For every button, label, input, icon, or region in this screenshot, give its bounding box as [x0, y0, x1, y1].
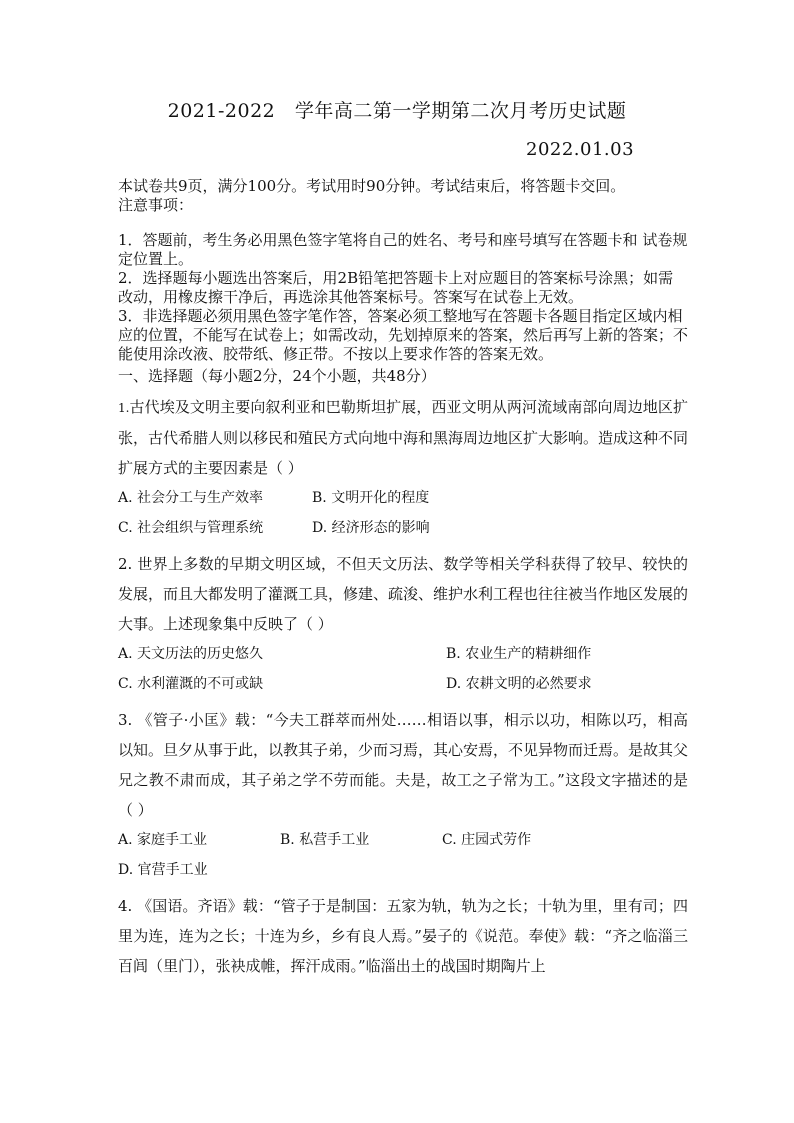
question-number: 3.	[118, 711, 133, 729]
question-2-options	[118, 639, 688, 699]
option-a: A. 社会分工与生产效率	[118, 490, 264, 506]
question-stem: 《管子·小匡》载：“今夫工群萃而州处……相语以事，相示以功，相陈以巧，相高以知。旦夕从事于此，以教其子弟，少而习焉，其心安焉，不见异物而迁焉。是故其父兄之教不肃而成，其子弟之学不劳而能。夫是，故工之子常为工。”这段文字描述的是（ ）	[118, 711, 689, 819]
question-2	[118, 549, 688, 639]
notice-item: 2．选择题每小题选出答案后，用2B铅笔把答题卡上对应题目的答案标号涂黑；如需改动，用橡皮擦干净后，再选涂其他答案标号。答案写在试卷上无效。	[118, 269, 674, 306]
notice-label: 注意事项：	[118, 196, 194, 214]
notice-item: 1．答题前，考生务必用黑色签字笔将自己的姓名、考号和座号填写在答题卡和 试卷规定位置上。	[118, 231, 688, 268]
exam-intro: 本试卷共9页，满分100分。考试用时90分钟。考试结束后，将答题卡交回。	[118, 177, 626, 195]
option-d: D. 官营手工业	[118, 862, 208, 878]
option-a: A. 天文历法的历史悠久	[118, 646, 264, 662]
question-number: 4.	[118, 897, 133, 915]
option-c: C. 庄园式劳作	[442, 832, 532, 848]
question-number: 1.	[118, 401, 130, 415]
option-b: B. 私营手工业	[280, 832, 370, 848]
question-stem: 《国语。齐语》载：“管子于是制国：五家为轨，轨为之长；十轨为里，里有司；四里为连，连为之长；十连为乡，乡有良人焉。”晏子的《说范。奉使》载：“齐之临淄三百闾（里门），张袂成帷，挥汗成雨。”临淄出土的战国时期陶片上	[118, 897, 688, 975]
question-1	[118, 392, 688, 483]
option-d: D. 经济形态的影响	[312, 520, 430, 536]
option-b: B. 文明开化的程度	[312, 490, 430, 506]
spacer	[118, 215, 688, 231]
option-a: A. 家庭手工业	[118, 832, 208, 848]
question-number: 2.	[118, 555, 133, 573]
question-4	[118, 891, 688, 981]
option-c: C. 水利灌溉的不可或缺	[118, 676, 264, 692]
option-c: C. 社会组织与管理系统	[118, 520, 264, 536]
exam-title: 2021-2022 学年高二第一学期第二次月考历史试题	[167, 100, 627, 122]
question-3-options	[118, 825, 688, 885]
question-3	[118, 705, 688, 825]
option-d: D. 农耕文明的必然要求	[446, 676, 592, 692]
question-stem: 古代埃及文明主要向叙利亚和巴勒斯坦扩展，西亚文明从两河流域南部向周边地区扩张，古代希腊人则以移民和殖民方式向地中海和黑海周边地区扩大影响。造成这种不同扩展方式的主要因素是（ ）	[118, 398, 689, 477]
section-heading: 一、选择题（每小题2分，24个小题，共48分）	[118, 367, 436, 385]
option-b: B. 农业生产的精耕细作	[446, 646, 592, 662]
exam-date: 2022.01.03	[526, 139, 635, 160]
notice-item: 3．非选择题必须用黑色签字笔作答，答案必须工整地写在答题卡各题目指定区域内相应的位置，不能写在试卷上；如需改动，先划掉原来的答案，然后再写上新的答案；不能使用涂改液、胶带纸、修正带。不按以上要求作答的答案无效。	[118, 307, 689, 363]
question-stem: 世界上多数的早期文明区域，不但天文历法、数学等相关学科获得了较早、较快的发展，而且大都发明了灌溉工具，修建、疏浚、维护水利工程也往往被当作地区发展的大事。上述现象集中反映了（ ）	[118, 555, 689, 633]
question-1-options	[118, 483, 688, 543]
exam-body	[118, 177, 688, 981]
